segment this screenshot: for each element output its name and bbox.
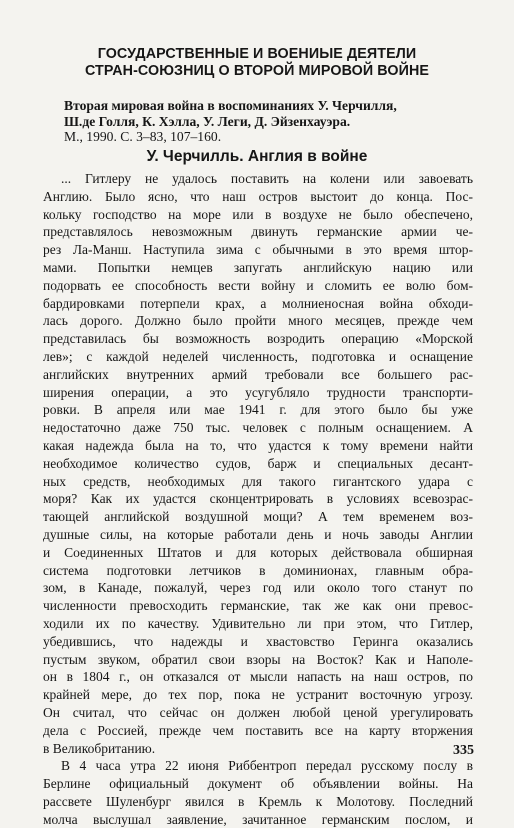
section-heading-line-1: ГОСУДАРСТВЕННЫЕ И ВОЕНИЫЕ ДЕЯТЕЛИ: [97, 46, 417, 62]
text-line: Он считал, что сейчас он должен любой ценой урегулировать: [43, 704, 473, 720]
text-line: и Соединенных Штатов и для которых действовала обширная: [43, 544, 473, 560]
section-heading: [40, 46, 474, 80]
text-line: ровки. В апреля или мае 1941 г. для этого было бы уже: [43, 402, 473, 418]
source-line-1: Вторая мировая война в воспоминаниях У. Черчилля,: [64, 98, 397, 113]
text-line: английских внутренних армий требовали все большего рас-: [43, 366, 473, 382]
text-line: молча выслушал заявление, зачитанное германским послом, и: [43, 811, 473, 827]
text-line: лев»; с каждой неделей численность, подготовка и оснащение: [43, 348, 473, 364]
text-line: ных средств, необходимых для такого гигантского удара с: [43, 473, 473, 489]
text-line: ходили их по качеству. Удивительно ли при этом, что Гитлер,: [43, 615, 473, 631]
text-line: Англию. Было ясно, что наш остров выстоит до конца. Пос-: [43, 188, 473, 204]
page-number: 335: [453, 743, 474, 758]
source-line-2: Ш.де Голля, К. Хэлла, У. Леги, Д. Эйзенхауэра.: [64, 113, 351, 129]
text-line: представлялось невозможным двинуть германские армии че-: [43, 224, 473, 240]
text-line: крайней мере, до тех пор, пока не устранит восточную угрозу.: [43, 687, 473, 703]
text-line: Берлине официальный документ об объявлении войны. На: [43, 776, 473, 792]
text-line: моря? Как их удастся сконцентрировать в условиях всевозрас-: [43, 491, 473, 507]
text-line: необходимое количество судов, барж и специальных десант-: [43, 455, 473, 471]
text-line: недостаточно даже 750 тыс. человек с полным оснащением. А: [43, 420, 473, 436]
text-line: система подготовки летчиков в доминионах, главным обра-: [43, 562, 473, 578]
text-line: лась дорого. Должно было пройти много месяцев, прежде чем: [43, 313, 473, 329]
text-line: он в 1804 г., он отказался от мысли напасть на наш остров, по: [43, 669, 473, 685]
text-line: численности превосходить германские, так же как они превос-: [43, 598, 473, 614]
text-line: рассвете Шуленбург явился в Кремль к Молотову. Последний: [43, 793, 473, 809]
text-line: представилась бы возможность возродить операцию «Морской: [43, 331, 473, 347]
source-reference: [64, 98, 474, 145]
text-line: В 4 часа утра 22 июня Риббентроп передал русскому послу в: [61, 758, 473, 774]
text-line: ... Гитлеру не удалось поставить на колени или завоевать: [61, 171, 473, 186]
text-line: кольку господство на море или в воздухе не было обеспечено,: [43, 206, 473, 222]
section-heading-line-2: СТРАН-СОЮЗНИЦ О ВТОРОЙ МИРОВОЙ ВОЙНЕ: [84, 63, 430, 79]
text-line: дела с Россией, прежде чем поставить все на карту вторжения: [43, 722, 473, 738]
text-line: убедившись, что надежды и хвастовство Геринга оказались: [43, 633, 473, 649]
text-line: мами. Попытки немцев запугать английскую нацию или: [43, 259, 473, 275]
text-line: подорвать ее способность вести войну и сломить ее волю бом-: [43, 277, 473, 293]
chapter-title: У. Черчилль. Англия в войне: [146, 148, 368, 165]
text-line: душные силы, на которые работали день и ночь заводы Англии: [43, 526, 473, 542]
text-line: тающей английской воздушной мощи? А тем временем воз-: [43, 509, 473, 525]
text-line: бардировками потерпели крах, а молниеносная война обходи-: [43, 295, 473, 311]
text-line: ширения операции, а это усугубляло трудности транспорти-: [43, 384, 473, 400]
source-imprint: М., 1990. С. 3–83, 107–160.: [64, 129, 222, 144]
text-line: в Великобританию.: [43, 740, 156, 756]
body-text: [43, 170, 473, 828]
text-line: пустым звуком, обратил свои взоры на Восток? Как и Наполе-: [43, 651, 473, 667]
text-line: рез Ла-Манш. Наступила зима с обычными в это время штор-: [43, 242, 473, 258]
text-line: какая надежда была на то, что удастся к тому времени найти: [43, 437, 473, 453]
text-line: зом, в Канаде, пожалуй, через год или около того станут по: [43, 580, 473, 596]
